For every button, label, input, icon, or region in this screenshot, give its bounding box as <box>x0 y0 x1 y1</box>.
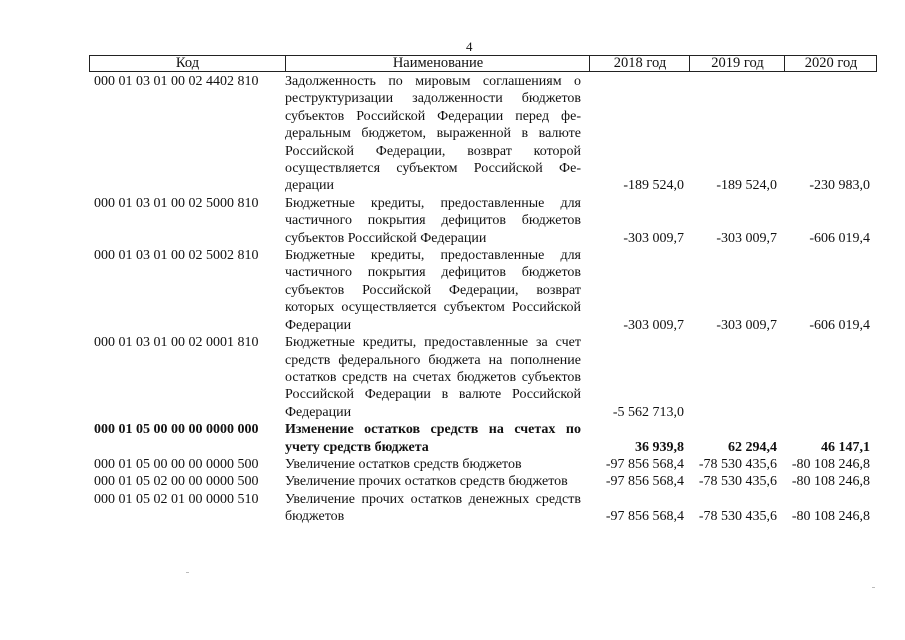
row-code: 000 01 05 00 00 00 0000 500 <box>94 456 259 472</box>
row-code: 000 01 05 00 00 00 0000 000 <box>94 422 259 438</box>
row-name: Увеличение остатков средств бюджетов <box>285 456 522 472</box>
table-row <box>94 73 884 195</box>
row-value-2019: -78 530 435,6 <box>698 509 777 525</box>
row-value-2018: -303 009,7 <box>623 317 684 333</box>
row-code: 000 01 03 01 00 02 0001 810 <box>94 335 259 351</box>
row-code: 000 01 05 02 01 00 0000 510 <box>94 491 259 507</box>
table-row <box>94 195 884 247</box>
row-value-2018: -5 562 713,0 <box>612 404 684 420</box>
row-value-2018: -97 856 568,4 <box>605 509 684 525</box>
table-row <box>94 456 884 473</box>
row-value-2020: -606 019,4 <box>809 230 870 246</box>
row-code: 000 01 05 02 00 00 0000 500 <box>94 474 259 490</box>
row-value-2020: -80 108 246,8 <box>791 474 870 490</box>
row-value-2019: -78 530 435,6 <box>698 474 777 490</box>
row-value-2020 <box>777 334 870 421</box>
table-row <box>94 334 884 421</box>
row-code: 000 01 03 01 00 02 5000 810 <box>94 195 259 211</box>
row-value-2020: -80 108 246,8 <box>791 509 870 525</box>
table-row-bold <box>94 421 884 456</box>
row-name: Увеличение прочих остатков денежных средств бюджетов <box>285 491 581 525</box>
scan-speck <box>872 587 875 588</box>
row-value-2019: -189 524,0 <box>716 178 777 194</box>
row-name: Увеличение прочих остатков средств бюджетов <box>285 474 568 490</box>
row-value-2018: -97 856 568,4 <box>605 456 684 472</box>
row-value-2018: -303 009,7 <box>623 230 684 246</box>
row-value-2019: -303 009,7 <box>716 317 777 333</box>
table-row <box>94 473 884 490</box>
row-name: Бюджетные кредиты, предоставленные для частичного покрытия дефицитов бюджетов субъектов Российской Федерации <box>285 195 581 246</box>
row-value-2020: -80 108 246,8 <box>791 456 870 472</box>
row-name: Изменение остатков средств на счетах по учету средств бюджета <box>285 422 581 455</box>
row-value-2020: 46 147,1 <box>821 439 870 455</box>
row-name: Бюджетные кредиты, предоставленные для частичного покрытия дефицитов бюджетов субъектов Российской Федерации, возврат которых осуществляется субъектом Российской Федерации <box>285 248 581 333</box>
scan-speck <box>186 572 189 573</box>
row-value-2020: -606 019,4 <box>809 317 870 333</box>
page-number: 4 <box>466 39 473 54</box>
row-code: 000 01 03 01 00 02 5002 810 <box>94 248 259 264</box>
header-2019: 2019 год <box>689 56 785 71</box>
row-value-2019: -78 530 435,6 <box>698 456 777 472</box>
row-value-2018: -189 524,0 <box>623 178 684 194</box>
row-value-2020: -230 983,0 <box>809 178 870 194</box>
row-name: Бюджетные кредиты, предоставленные за счет средств федерального бюджета на пополнение остатков средств на счетах бюджетов субъектов Российской Федерации в валюте Российской Федерации <box>285 335 581 420</box>
table-body <box>94 73 884 526</box>
header-name: Наименование <box>285 56 590 71</box>
header-2020: 2020 год <box>784 56 877 71</box>
row-value-2019 <box>684 334 777 421</box>
table-row <box>94 247 884 334</box>
row-code: 000 01 03 01 00 02 4402 810 <box>94 74 259 89</box>
header-2018: 2018 год <box>589 56 690 71</box>
row-name: Задолженность по мировым соглашениям о реструктуризации задолженности бюджетов субъектов Российской Федерации перед федеральным бюджетом, выраженной в валюте Российской Федерации, возврат которой осуществляется субъектом Российской Федерации <box>285 74 581 194</box>
row-value-2019: 62 294,4 <box>728 439 777 455</box>
row-value-2018: 36 939,8 <box>635 439 684 455</box>
table-header <box>89 55 877 72</box>
row-value-2018: -97 856 568,4 <box>605 474 684 490</box>
row-value-2019: -303 009,7 <box>716 230 777 246</box>
table-row <box>94 491 884 526</box>
header-code: Код <box>175 55 200 71</box>
